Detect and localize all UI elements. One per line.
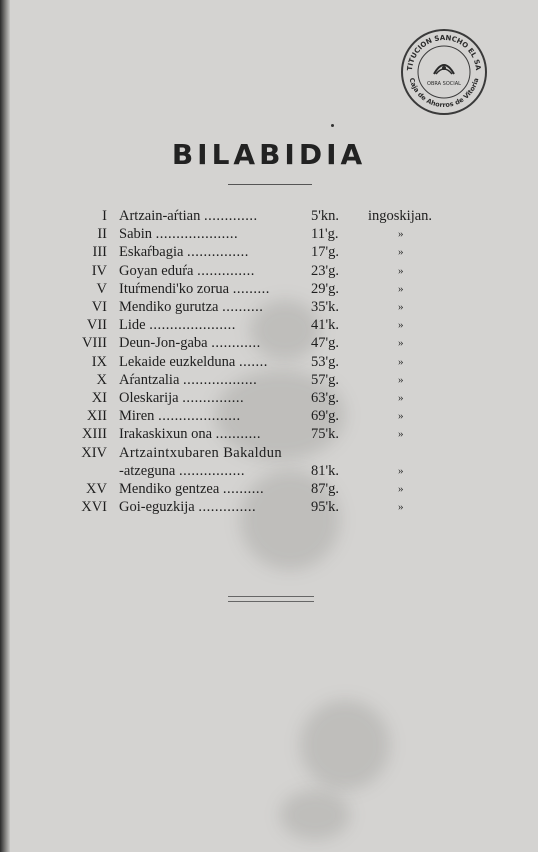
toc-page-number: 69'g.	[311, 408, 339, 425]
toc-row	[0, 480, 538, 498]
toc-page-number: 29'g.	[311, 280, 339, 297]
toc-entry	[119, 444, 282, 462]
toc-entry	[119, 280, 270, 298]
toc-title: Ituŕmendi'ko zorua	[119, 280, 230, 297]
toc-entry	[119, 389, 244, 407]
toc-leader-dots: ...............	[187, 244, 249, 261]
toc-title: Mendiko gentzea	[119, 481, 220, 497]
toc-title: Lide	[119, 317, 146, 334]
toc-note: »	[398, 246, 404, 259]
toc-leader-dots: .....................	[149, 317, 236, 334]
toc-chapter-number: II	[97, 226, 107, 243]
toc-row	[0, 262, 538, 280]
toc-leader-dots: ............	[211, 335, 261, 352]
toc-entry	[119, 371, 257, 389]
toc-note: »	[398, 483, 404, 495]
toc-chapter-number: IV	[91, 262, 107, 279]
toc-entry	[119, 480, 264, 498]
toc-row	[0, 389, 538, 407]
toc-leader-dots: .........	[232, 280, 270, 297]
toc-leader-dots: ..........	[222, 299, 264, 315]
toc-row	[0, 298, 538, 316]
toc-leader-dots: .............	[203, 208, 258, 224]
toc-leader-dots: ...........	[215, 426, 262, 443]
toc-chapter-number: XII	[86, 408, 107, 425]
page-title: BILABIDIA	[171, 138, 367, 171]
toc-chapter-number: VI	[91, 299, 107, 315]
toc-entry	[119, 462, 245, 480]
toc-note: »	[398, 464, 404, 477]
toc-row	[0, 243, 538, 261]
toc-title: Artzain-aŕtian	[119, 208, 201, 224]
toc-row	[0, 498, 538, 516]
toc-page-number: 41'k.	[311, 317, 339, 334]
toc-chapter-number: VII	[86, 317, 107, 334]
toc-page-number: 11'g.	[311, 226, 339, 243]
toc-entry	[119, 425, 261, 443]
toc-row	[0, 444, 538, 462]
toc-row	[0, 316, 538, 334]
ink-dot	[331, 124, 334, 127]
toc-leader-dots: ................	[178, 462, 245, 479]
toc-row	[0, 407, 538, 425]
stain	[280, 790, 350, 840]
toc-page-number: 35'k.	[311, 299, 339, 315]
toc-note: »	[398, 428, 404, 441]
toc-leader-dots: ..................	[183, 371, 258, 388]
toc-note: ingoskijan.	[368, 208, 433, 224]
stamp-ring-bottom: Caja de Ahorros de Vitoria	[407, 77, 481, 110]
toc-row	[0, 280, 538, 298]
toc-title: Sabin	[119, 226, 153, 243]
stain	[300, 700, 390, 790]
toc-entry	[119, 407, 241, 425]
toc-leader-dots: ..............	[197, 262, 255, 279]
toc-page-number: 17'g.	[311, 244, 339, 261]
stamp-emblem-icon	[434, 65, 454, 74]
toc-chapter-number: XV	[86, 481, 107, 497]
toc-page-number: 87'g.	[311, 481, 339, 497]
toc-page-number: 63'g.	[311, 390, 339, 406]
toc-page-number: 95'k.	[311, 499, 339, 516]
toc-chapter-number: X	[96, 371, 107, 388]
toc-note: »	[398, 264, 404, 277]
toc-page-number: 23'g.	[311, 262, 339, 279]
toc-entry	[119, 334, 261, 352]
toc-leader-dots: ..........	[222, 481, 265, 497]
toc-row	[0, 462, 538, 480]
toc-page-number: 47'g.	[311, 335, 339, 352]
toc-entry	[119, 353, 268, 371]
toc-title: Irakaskixun ona	[119, 426, 213, 443]
toc-row	[0, 371, 538, 389]
toc-entry	[119, 498, 256, 516]
toc-row	[0, 334, 538, 352]
toc-note: »	[398, 319, 404, 332]
toc-leader-dots: ...............	[182, 390, 245, 406]
toc-page-number: 57'g.	[311, 371, 339, 388]
toc-entry	[119, 298, 263, 316]
toc-entry	[119, 316, 236, 334]
toc-page-number: 53'g.	[311, 353, 339, 370]
toc-title: Artzaintxubaren Bakaldun	[119, 444, 283, 461]
toc-page-number: 75'k.	[311, 426, 339, 443]
title-underline	[228, 184, 312, 185]
toc-leader-dots: .......	[238, 353, 268, 370]
toc-chapter-number: III	[92, 244, 107, 261]
toc-title: Lekaide euzkelduna	[119, 353, 236, 370]
toc-note: »	[398, 501, 404, 514]
toc-entry	[119, 243, 249, 261]
library-stamp	[400, 28, 488, 116]
stamp-ring-top: TITUCION SANCHO EL SA	[405, 33, 483, 72]
toc-chapter-number: VIII	[82, 335, 107, 352]
toc-entry	[119, 225, 238, 243]
toc-title: Oleskarija	[119, 390, 179, 406]
toc-row	[0, 425, 538, 443]
toc-title: Miren	[119, 408, 155, 425]
toc-entry	[119, 207, 258, 225]
toc-note: »	[398, 337, 404, 350]
toc-title: Eskaŕbagia	[119, 244, 184, 261]
toc-row	[0, 207, 538, 225]
toc-leader-dots: ....................	[158, 408, 241, 425]
toc-chapter-number: XI	[91, 390, 107, 406]
stamp-center-text: OBRA SOCIAL	[427, 81, 461, 87]
toc-title: Deun-Jon-gaba	[119, 335, 208, 352]
toc-entry	[119, 262, 255, 280]
toc-chapter-number: I	[102, 208, 107, 224]
toc-title: Aŕantzalia	[119, 371, 180, 388]
toc-row	[0, 353, 538, 371]
toc-page-number: 81'k.	[311, 462, 339, 479]
toc-chapter-number: IX	[91, 353, 107, 370]
toc-note: »	[398, 373, 404, 386]
toc-note: »	[398, 392, 404, 404]
toc-note: »	[398, 410, 404, 423]
toc-leader-dots: ..............	[198, 499, 257, 516]
toc-leader-dots: ....................	[155, 226, 239, 243]
toc-note: »	[398, 355, 404, 368]
toc-title: -atzeguna	[119, 462, 176, 479]
toc-title: Goi-eguzkija	[119, 499, 195, 516]
toc-chapter-number: XVI	[81, 499, 107, 516]
toc-note: »	[398, 228, 404, 241]
toc-chapter-number: V	[96, 280, 107, 297]
toc-chapter-number: XIII	[82, 426, 107, 443]
toc-row	[0, 225, 538, 243]
toc-title: Mendiko gurutza	[119, 299, 219, 315]
toc-chapter-number: XIV	[81, 444, 107, 461]
end-rule-top	[228, 596, 314, 597]
toc-note: »	[398, 282, 404, 295]
end-rule-bottom	[228, 601, 314, 602]
toc-title: Goyan eduŕa	[119, 262, 194, 279]
toc-note: »	[398, 301, 404, 313]
toc-page-number: 5'kn.	[311, 208, 339, 224]
